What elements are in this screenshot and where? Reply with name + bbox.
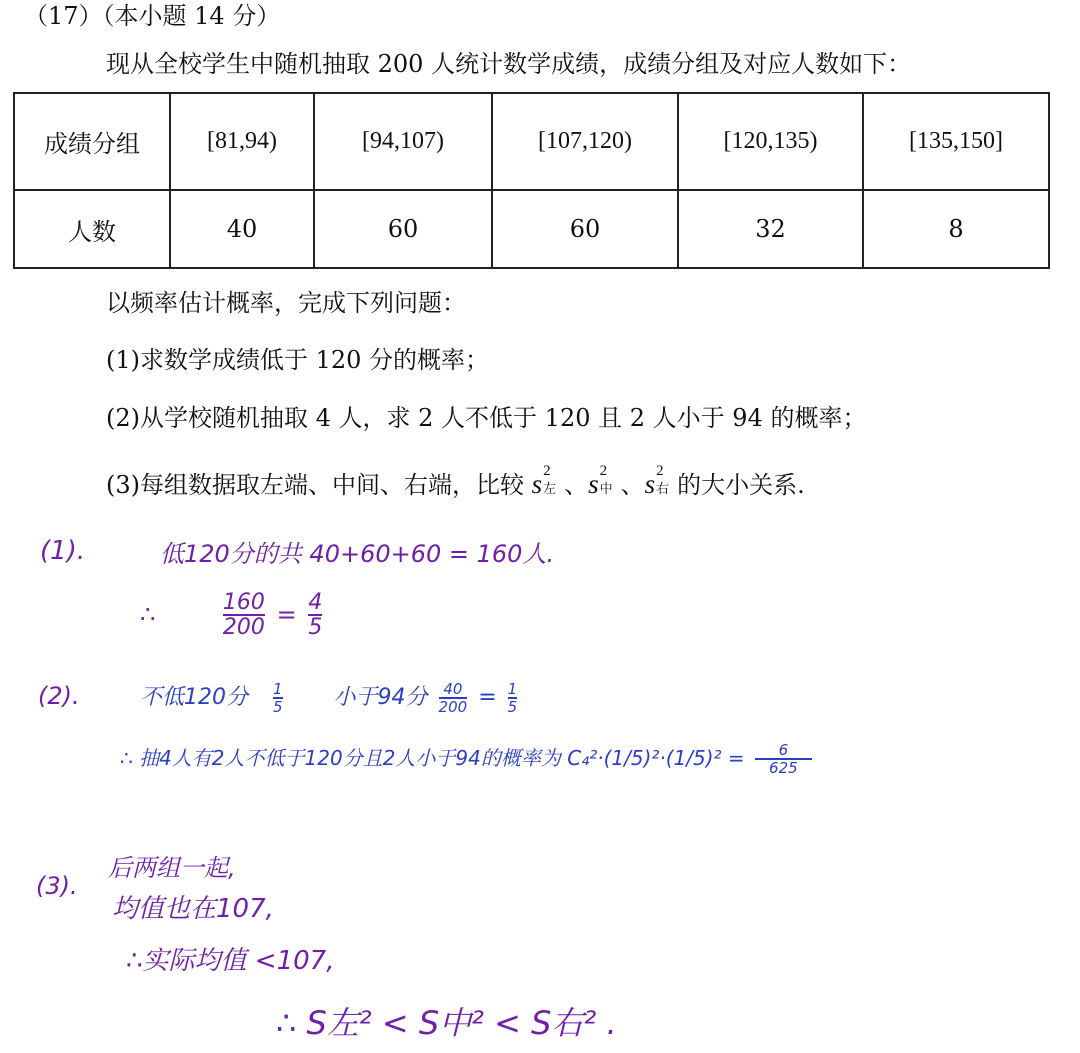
answer-3-line-3: ∴实际均值 <107, [126,946,335,976]
fraction: $\frac{1}{5}$ [273,679,283,716]
part3-prefix: (3)每组数据取左端、中间、右端，比较 [106,471,532,499]
row-label-counts: 人数 [14,190,170,268]
count-cell: 40 [170,190,314,268]
answer-3-conclusion: ∴ S左² < S中² < S右² . [276,1004,617,1042]
table-row-groups [14,93,1049,190]
answer-2-line-1: 不低120分 $\frac{1}{5}$ 小于94分 $\frac{40}{200}$ = $\frac{1}{5}$ [140,679,518,716]
question-part-2: (2)从学校随机抽取 4 人，求 2 人不低于 120 且 2 人小于 94 的概率； [106,404,867,432]
answer-1-label: (1). [40,536,86,566]
fraction: $\frac{1}{5}$ [507,679,518,716]
group-cell: [107,120) [492,93,678,190]
count-cell: 8 [863,190,1049,268]
answer-3-line-2: 均值也在107, [112,894,274,924]
variance-symbol: s [644,469,656,499]
answer-3-line-1: 后两组一起, [108,854,236,882]
score-table [13,92,1050,269]
problem-intro: 现从全校学生中随机抽取 200 人统计数学成绩，成绩分组及对应人数如下： [106,50,912,78]
fraction: $\frac{160}{200}$ [222,590,265,640]
variance-symbol: s [531,469,543,499]
count-cell: 32 [678,190,863,268]
separator: 、 [564,471,589,499]
question-part-3 [106,463,805,500]
group-cell: [135,150] [863,93,1049,190]
count-cell: 60 [314,190,492,268]
answer-1-result: ∴ $\frac{160}{200}$ = $\frac{4}{5}$ [140,590,323,640]
fraction: $\frac{6}{625}$ [755,743,812,776]
table-row-counts [14,190,1049,268]
fraction: $\frac{4}{5}$ [308,590,323,640]
answer-1-line: 低120分的共 40+60+60 = 160人. [160,540,555,568]
group-cell: [94,107) [314,93,492,190]
question-part-1: (1)求数学成绩低于 120 分的概率； [106,346,490,374]
part3-suffix: 的大小关系. [677,471,805,499]
separator: 、 [620,471,645,499]
fraction: $\frac{40}{200}$ [438,679,468,716]
group-cell: [81,94) [170,93,314,190]
problem-note: 以频率估计概率，完成下列问题： [106,289,466,317]
therefore-symbol: ∴ [140,600,156,629]
variance-symbol: s [588,469,599,499]
variance-scripts: 2 右 [656,463,670,497]
problem-heading: （17）（本小题 14 分） [24,2,281,30]
answer-2-line-2: ∴ 抽4人有2人不低于120分且2人小于94的概率为 C₄²·(1/5)²·(1/5)² = $\frac{6}{625}$ [120,742,816,776]
row-label-groups: 成绩分组 [14,93,170,190]
answer-2-label: (2). [38,682,80,710]
answer-3-label: (3). [36,872,78,900]
variance-scripts: 2 中 [599,463,613,497]
count-cell: 60 [492,190,678,268]
group-cell: [120,135) [678,93,863,190]
variance-scripts: 2 左 [543,463,557,497]
